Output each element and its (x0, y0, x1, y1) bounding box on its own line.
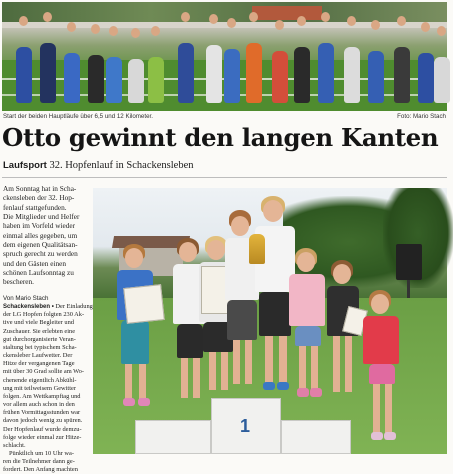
divider (2, 177, 447, 178)
article-subline (3, 160, 193, 171)
article-body (3, 295, 93, 474)
body-line: davon jedoch wenig zu spüren. (3, 417, 83, 425)
body-line: ckensleber Laufwetter. Der (3, 352, 73, 360)
body-line: frühen Vormittagsstunden war (3, 409, 81, 417)
body-first: Der Einladung (53, 303, 93, 311)
podium-step-left (135, 420, 211, 454)
podium-step-right (281, 420, 351, 454)
body-line: fordert. Den Anfang machten (3, 466, 78, 474)
body-line (3, 303, 93, 311)
intro-line: Am Sonntag hat in Scha- (3, 184, 77, 193)
body-line: vor allem auch schon in den (3, 401, 75, 409)
intro-line: fenlauf stattgefunden. (3, 202, 67, 212)
intro-line: und den Gästen einen (3, 258, 67, 268)
podium-number: 1 (240, 416, 251, 436)
top-photo-caption: Start der beiden Hauptläufe über 6,5 und 12 Kilometer. (3, 113, 153, 120)
intro-line: bescheren. (3, 277, 34, 287)
body-line: staltung bei typischem Scha- (3, 343, 77, 351)
intro-line: dem eigenen Qualitätsan- (3, 240, 78, 250)
body-line: mit über 30 Grad sollte am Wo- (3, 368, 85, 376)
top-photo-caption-bar (3, 112, 446, 122)
intro-line: einmal alles gegeben, um (3, 230, 78, 240)
article-byline: Von Mario Stach (3, 295, 49, 302)
intro-line: haben im Vorfeld wieder (3, 221, 76, 231)
body-line: schlacht. (3, 441, 26, 449)
intro-line: Die Mitglieder und Helfer (3, 212, 80, 222)
body-line: ren die Teilnehmer dann ge- (3, 458, 75, 466)
article-subtitle: 32. Hopfenlauf in Schackensleben (49, 160, 194, 171)
body-line: Pünktlich um 10 Uhr wa- (9, 449, 74, 457)
top-photo-race-start (2, 2, 447, 111)
main-photo-podium (93, 188, 447, 454)
body-line: ung mit teilweisem Gewitter (3, 384, 76, 392)
body-line: folge wieder einmal zur Hitze- (3, 433, 82, 441)
body-line: Zuschauer. Sie erlebten eine (3, 327, 76, 335)
article-intro (3, 184, 90, 287)
intro-line: schönen Laufsonntag zu (3, 268, 74, 278)
certificate (123, 284, 165, 324)
body-line: Hitze der vergangenen Tage (3, 360, 75, 368)
article-headline: Otto gewinnt den langen Kanten (2, 123, 439, 152)
trophy-icon (249, 234, 265, 264)
body-line: Der Hopfenlauf wurde demzu- (3, 425, 82, 433)
intro-line: ckensleben der 32. Hop- (3, 193, 75, 203)
article-dateline: Schackensleben • (3, 304, 54, 311)
article-kicker: Laufsport (3, 160, 47, 171)
intro-line: spruch gerecht zu werden (3, 249, 78, 259)
body-line: der LG Hopfen folgten 230 Ak- (3, 311, 85, 319)
top-photo-credit: Foto: Mario Stach (397, 113, 446, 120)
body-line: chenende eigentlich Abkühl- (3, 376, 77, 384)
body-line: tive und viele Begleiter und (3, 319, 74, 327)
body-line: gut durchorganisierte Veran- (3, 335, 76, 343)
body-line: folgen. Am Wettkampftag und (3, 392, 81, 400)
